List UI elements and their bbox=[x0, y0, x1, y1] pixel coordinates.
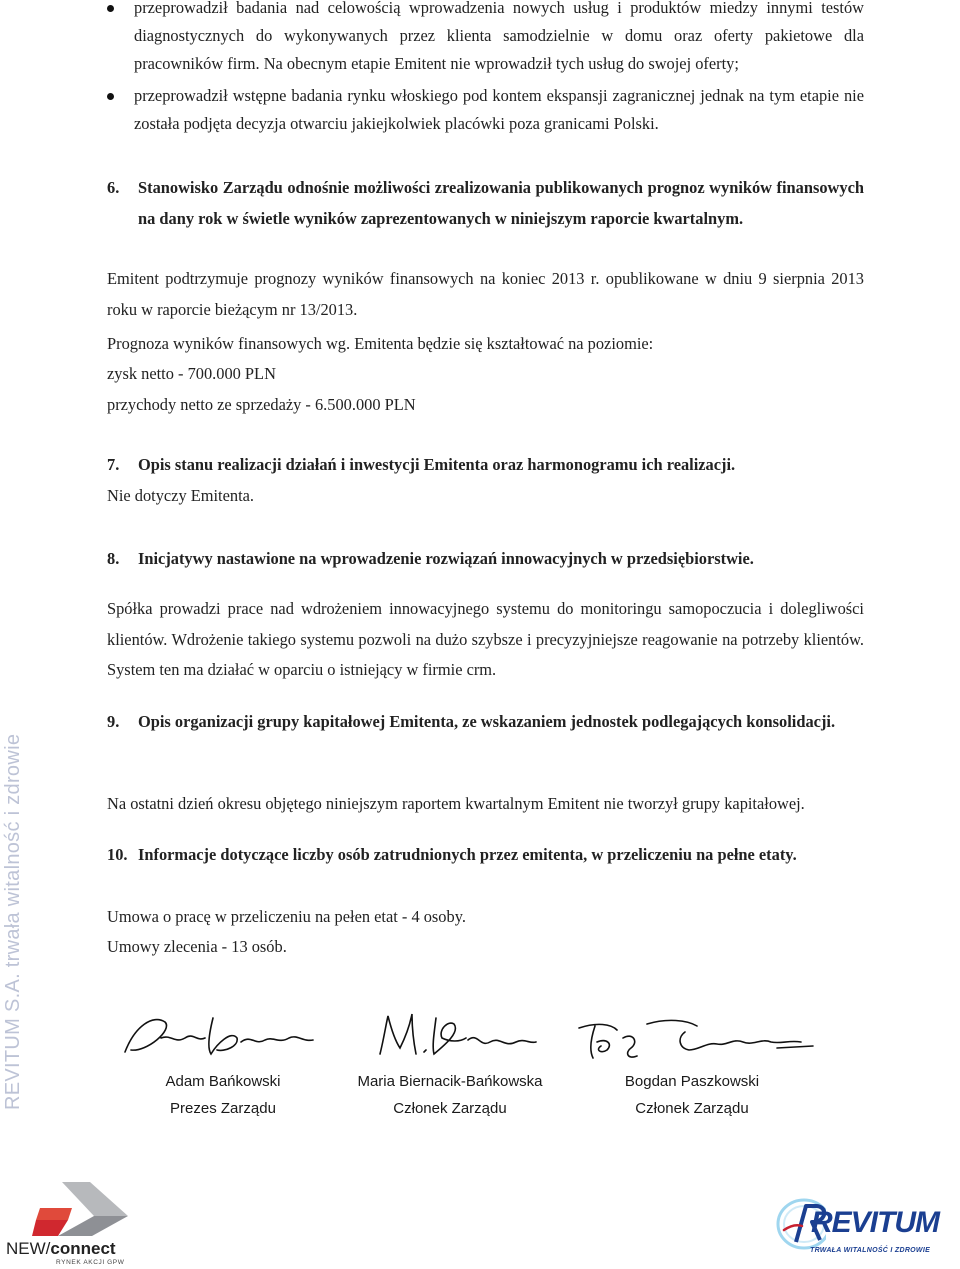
section-title: Inicjatywy nastawione na wprowadzenie rozwiązań innowacyjnych w przedsiębiorstwie. bbox=[138, 549, 754, 568]
newconnect-logo bbox=[6, 1176, 156, 1268]
revitum-tagline: TRWAŁA WITALNOŚĆ I ZDROWIE bbox=[810, 1247, 931, 1254]
forecast-intro: Prognoza wyników finansowych wg. Emitenta będzie się kształtować na poziomie: bbox=[107, 334, 654, 353]
newconnect-part1: NEW/ bbox=[6, 1239, 51, 1258]
section-number: 6. bbox=[107, 178, 120, 197]
section-8-paragraph: Spółka prowadzi prace nad wdrożeniem innowacyjnego systemu do monitoringu samopoczucia i dolegliwości klientów. Wdrożenie takiego systemu pozwoli na dużo szybsze i precyzyjniejsze reagowanie na potrzeby klientów. System ten ma działać w oparciu o istniejący w firmie crm. bbox=[107, 599, 864, 679]
section-10-heading bbox=[107, 839, 864, 870]
revitum-logo bbox=[766, 1192, 956, 1266]
section-number: 10. bbox=[107, 845, 128, 864]
bullet-item bbox=[107, 82, 864, 138]
section-6-paragraph: Emitent podtrzymuje prognozy wyników finansowych na koniec 2013 r. opublikowane w dniu 9 sierpnia 2013 roku w raporcie bieżącym nr 13/2013. bbox=[107, 269, 864, 319]
section-6-heading bbox=[107, 172, 864, 234]
bullet-item bbox=[107, 0, 864, 78]
forecast-net-revenue: przychody netto ze sprzedaży - 6.500.000 PLN bbox=[107, 395, 416, 414]
section-title: Stanowisko Zarządu odnośnie możliwości zrealizowania publikowanych prognoz wyników finansowych na dany rok w świetle wyników zaprezentowanych w niniejszym raporcie kwartalnym. bbox=[138, 178, 864, 228]
section-8-heading bbox=[107, 543, 864, 574]
section-number: 9. bbox=[107, 712, 120, 731]
signature-block bbox=[562, 1008, 822, 1122]
bullet-text: przeprowadził badania nad celowością wprowadzenia nowych usług i produktów miedzy innymi testów diagnostycznych do wykonywanych przez klienta samodzielnie w domu oraz oferty pakietowe dla pracowników firm. Na obecnym etapie Emitent nie wprowadził tych usług do swojej oferty; bbox=[134, 0, 864, 73]
employment-contract-count: Umowa o pracę w przeliczeniu na pełen etat - 4 osoby. bbox=[107, 907, 466, 926]
section-number: 7. bbox=[107, 455, 120, 474]
signatory-role: Członek Zarządu bbox=[393, 1100, 507, 1117]
section-title: Opis organizacji grupy kapitałowej Emitenta, ze wskazaniem jednostek podlegających konsolidacji. bbox=[138, 712, 836, 731]
newconnect-arrow-icon bbox=[32, 1176, 142, 1238]
signatory-name: Adam Bańkowski bbox=[165, 1073, 281, 1090]
bullet-text: przeprowadził wstępne badania rynku włoskiego pod kontem ekspansji zagranicznej jednak na tym etapie nie została podjęta decyzja otwarciu jakiejkolwiek placówki poza granicami Polski. bbox=[134, 86, 864, 133]
signatory-role: Prezes Zarządu bbox=[170, 1100, 276, 1117]
section-title: Opis stanu realizacji działań i inwestycji Emitenta oraz harmonogramu ich realizacji. bbox=[138, 455, 736, 474]
handwritten-signature bbox=[113, 1008, 333, 1068]
mandate-contract-count: Umowy zlecenia - 13 osób. bbox=[107, 937, 287, 956]
signature-block bbox=[108, 1008, 338, 1122]
handwritten-signature bbox=[567, 1008, 817, 1068]
newconnect-wordmark bbox=[6, 1239, 116, 1259]
section-title: Informacje dotyczące liczby osób zatrudnionych przez emitenta, w przeliczeniu na pełne etaty. bbox=[138, 845, 797, 864]
handwritten-signature bbox=[350, 1008, 550, 1068]
signatory-name: Maria Biernacik-Bańkowska bbox=[357, 1073, 543, 1090]
signatory-role: Członek Zarządu bbox=[635, 1100, 749, 1117]
section-9-text: Na ostatni dzień okresu objętego niniejszym raportem kwartalnym Emitent nie tworzył grupy kapitałowej. bbox=[107, 794, 805, 813]
newconnect-part2: connect bbox=[50, 1239, 116, 1258]
section-7-text: Nie dotyczy Emitenta. bbox=[107, 486, 255, 505]
signature-block bbox=[340, 1008, 560, 1122]
bullet-dot bbox=[107, 93, 114, 100]
signatory-name: Bogdan Paszkowski bbox=[624, 1073, 760, 1090]
section-7-heading bbox=[107, 449, 864, 480]
side-watermark: REVITUM S.A. trwała witalność i zdrowie bbox=[2, 733, 24, 1110]
bullet-dot bbox=[107, 5, 114, 12]
section-number: 8. bbox=[107, 549, 120, 568]
bullet-list bbox=[107, 0, 864, 142]
revitum-wordmark: REVITUM bbox=[811, 1206, 939, 1239]
forecast-net-profit: zysk netto - 700.000 PLN bbox=[107, 364, 276, 383]
section-9-heading bbox=[107, 706, 864, 737]
newconnect-subtitle: RYNEK AKCJI GPW bbox=[56, 1259, 125, 1266]
